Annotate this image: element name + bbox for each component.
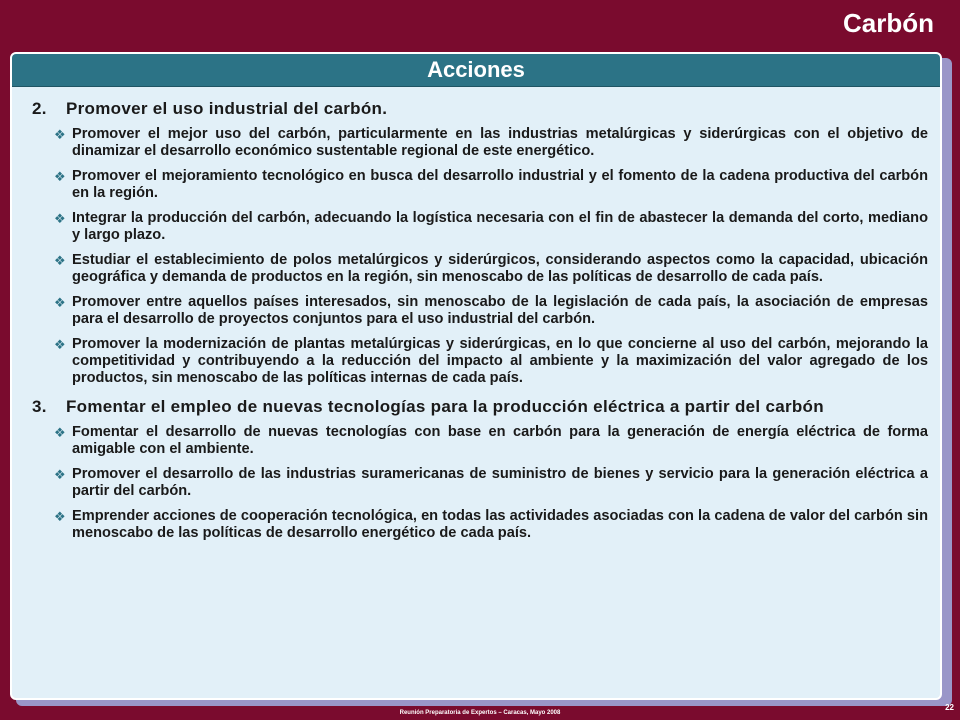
footer-text: Reunión Preparatoria de Expertos – Caracas, Mayo 2008 [399, 710, 561, 716]
panel-content [12, 87, 940, 542]
diamond-bullet-icon: ❖ [54, 127, 66, 142]
section-2-bullets [32, 126, 928, 387]
section-title: Fomentar el empleo de nuevas tecnologías para la producción eléctrica a partir del carbón [66, 397, 824, 416]
list-item: ❖ Estudiar el establecimiento de polos metalúrgicos y siderúrgicos, considerando aspectos como la capacidad, ubicación geográfica y demanda de productos en la región, sin menoscabo de las políticas de desarrollo de cada país. [54, 252, 928, 285]
list-item: ❖ Integrar la producción del carbón, adecuando la logística necesaria con el fin de abastecer la demanda del corto, mediano y largo plazo. [54, 210, 928, 243]
diamond-bullet-icon: ❖ [54, 169, 66, 184]
page-number: 22 [945, 703, 954, 712]
list-item: ❖ Promover entre aquellos países interesados, sin menoscabo de la legislación de cada país, la asociación de empresas para el desarrollo de proyectos conjuntos para el uso industrial del carbón. [54, 294, 928, 327]
diamond-bullet-icon: ❖ [54, 509, 66, 524]
list-item: ❖ Promover el mejoramiento tecnológico en busca del desarrollo industrial y el fomento de la cadena productiva del carbón en la región. [54, 168, 928, 201]
section-number: 3. [32, 397, 47, 416]
list-item: ❖ Promover el desarrollo de las industrias suramericanas de suministro de bienes y servicio para la generación eléctrica a partir del carbón. [54, 466, 928, 499]
diamond-bullet-icon: ❖ [54, 425, 66, 440]
page-title: Carbón [843, 8, 934, 38]
diamond-bullet-icon: ❖ [54, 337, 66, 352]
diamond-bullet-icon: ❖ [54, 295, 66, 310]
list-item: ❖ Promover la modernización de plantas metalúrgicas y siderúrgicas, en lo que concierne al uso del carbón, mejorando la competitividad y contribuyendo a la reducción del impacto al ambiente y la maximización del valor agregado de los productos, sin menoscabo de las políticas internas de cada país. [54, 336, 928, 386]
list-item: ❖ Fomentar el desarrollo de nuevas tecnologías con base en carbón para la generación de energía eléctrica de forma amigable con el ambiente. [54, 424, 928, 457]
diamond-bullet-icon: ❖ [54, 211, 66, 226]
section-number: 2. [32, 99, 47, 118]
section-title: Promover el uso industrial del carbón. [66, 99, 388, 118]
list-item: ❖ Promover el mejor uso del carbón, particularmente en las industrias metalúrgicas y siderúrgicas con el objetivo de dinamizar el desarrollo económico sustentable regional de este energético. [54, 126, 928, 159]
actions-panel [10, 52, 942, 700]
section-3-bullets [32, 424, 928, 542]
diamond-bullet-icon: ❖ [54, 467, 66, 482]
diamond-bullet-icon: ❖ [54, 253, 66, 268]
section-heading-2 [32, 97, 928, 120]
list-item: ❖ Emprender acciones de cooperación tecnológica, en todas las actividades asociadas con la cadena de valor del carbón sin menoscabo de las políticas de desarrollo energético de cada país. [54, 508, 928, 541]
section-heading-3 [32, 395, 928, 418]
panel-header: Acciones [12, 54, 940, 87]
